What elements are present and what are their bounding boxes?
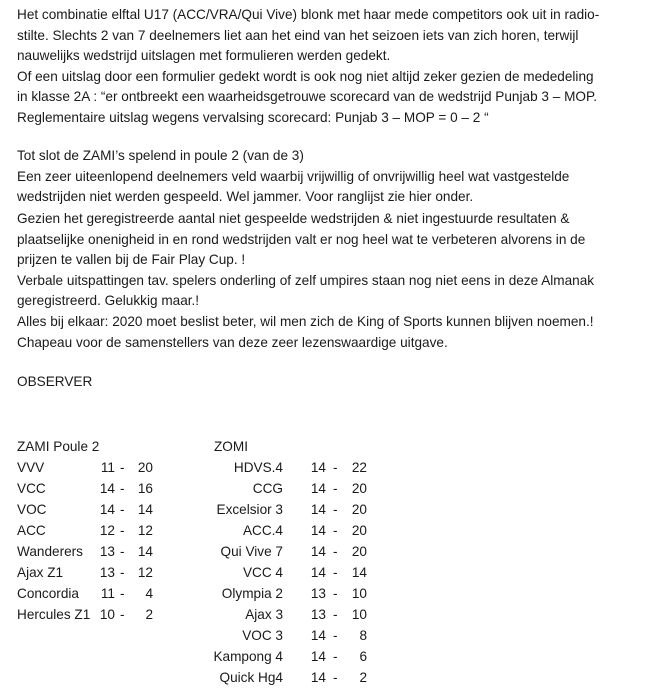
score-played: 14 [310,460,326,475]
score-separator: - [120,460,125,475]
score-separator: - [333,628,338,643]
team-name: ACC.4 [242,523,283,538]
score-played: 14 [310,544,326,559]
score-points: 10 [351,607,367,622]
score-points: 20 [351,544,367,559]
score-played: 13 [99,544,115,559]
paragraph-zami-intro [17,146,569,208]
text-line: plaatselijke onenigheid in en rond wedstrijden valt er nog heel wat te verbeteren alvorens in de [17,231,586,247]
text-line: wedstrijden niet werden gespeeld. Wel jammer. Voor ranglijst zie hier onder. [17,189,474,205]
text-line: Reglementaire uitslag wegens vervalsing scorecard: Punjab 3 – MOP = 0 – 2 “ [17,109,489,125]
score-separator: - [120,502,125,517]
text-line: prijzen te vallen bij de Fair Play Cup. ! [17,252,246,268]
score-played: 13 [99,565,115,580]
team-name: Concordia [17,586,79,601]
team-name: Ajax 3 [245,607,283,622]
text-line: nauwelijks wedstrijd uitslagen met formulieren werden gedekt. [17,48,391,64]
score-played: 14 [310,523,326,538]
team-name: VOC 3 [242,628,283,643]
team-name: Quick Hg4 [219,670,283,685]
score-played: 12 [99,523,115,538]
score-points: 20 [351,523,367,538]
table-row [17,541,153,562]
score-points: 10 [351,586,367,601]
score-points: 16 [137,481,153,496]
zomi-table [197,436,367,688]
score-separator: - [120,523,125,538]
text-line: Of een uitslag door een formulier gedekt wordt is ook nog niet altijd zeker gezien de mededeling [17,68,594,84]
text-line: Het combinatie elftal U17 (ACC/VRA/Qui Vive) blonk met haar mede competitors ook uit in radio- [17,7,600,22]
table-title: ZOMI [214,439,248,454]
score-separator: - [120,607,125,622]
text-line: stilte. Slechts 2 van 7 deelnemers liet aan het eind van het seizoen iets van zich horen, terwijl [17,27,579,43]
score-played: 14 [310,481,326,496]
team-name: Kampong 4 [213,649,283,664]
score-separator: - [333,586,338,601]
score-separator: - [120,586,125,601]
score-points: 14 [137,502,153,517]
score-played: 11 [100,460,115,475]
score-separator: - [333,649,338,664]
team-name: Ajax Z1 [17,565,64,580]
signature-observer: OBSERVER [17,374,93,389]
text-line: in klasse 2A : “er ontbreekt een waarheidsgetrouwe scorecard van de wedstrijd Punjab 3 – MOP. [17,89,598,105]
paragraph-fair-play [17,209,594,353]
table-row [197,604,367,625]
score-separator: - [333,460,338,475]
table-title: ZAMI Poule 2 [17,439,100,454]
table-row [197,478,367,499]
team-name: CCG [252,481,283,496]
score-separator: - [333,544,338,559]
team-name: HDVS.4 [233,460,283,475]
score-played: 10 [99,607,115,622]
score-separator: - [333,565,338,580]
score-played: 14 [310,670,326,685]
table-row [17,520,153,541]
team-name: ACC [17,523,46,538]
text-line: Een zeer uiteenlopend deelnemers veld waarbij vrijwillig of onvrijwillig heel wat vastgestelde [17,168,570,184]
score-points: 12 [137,565,153,580]
score-points: 14 [137,544,153,559]
score-separator: - [120,565,125,580]
text-line: Alles bij elkaar: 2020 moet beslist beter, wil men zich de King of Sports kunnen blijven noemen.! [17,313,594,329]
text-line: geregistreerd. Gelukkig maar.! [17,293,200,309]
team-name: VOC [17,502,47,517]
text-line: Verbale uitspattingen tav. spelers onderling of zelf umpires staan nog niet eens in deze Almanak [17,272,595,288]
text-line: Chapeau voor de samenstellers van deze zeer lezenswaardige uitgave. [17,334,448,350]
score-separator: - [333,523,338,538]
table-row [17,562,153,583]
table-row [17,457,153,478]
score-points: 14 [351,565,367,580]
score-played: 13 [310,586,326,601]
score-points: 2 [145,607,153,622]
team-name: Wanderers [17,544,83,559]
table-row [197,457,367,478]
score-points: 12 [137,523,153,538]
table-row [197,646,367,667]
team-name: Excelsior 3 [216,502,283,517]
table-row [197,667,367,688]
team-name: Olympia 2 [221,586,283,601]
score-separator: - [333,607,338,622]
paragraph-radio-silence [17,5,599,129]
table-row [197,625,367,646]
score-played: 14 [99,481,115,496]
score-played: 14 [310,649,326,664]
score-points: 20 [137,460,153,475]
score-points: 20 [351,481,367,496]
team-name: VVV [17,460,45,475]
table-row [17,583,153,604]
table-row [197,541,367,562]
text-line: Gezien het geregistreerde aantal niet gespeelde wedstrijden & niet ingestuurde resultaten & [17,211,570,226]
table-row [17,478,153,499]
zami-poule-2-table [17,436,153,625]
score-points: 8 [359,628,367,643]
score-played: 14 [310,565,326,580]
score-separator: - [120,544,125,559]
score-played: 14 [99,502,115,517]
score-points: 2 [359,670,367,685]
score-points: 20 [351,502,367,517]
table-row [197,583,367,604]
score-played: 11 [100,586,115,601]
table-row [17,604,153,625]
score-points: 4 [145,586,153,601]
team-name: VCC 4 [242,565,283,580]
team-name: Qui Vive 7 [220,544,283,559]
score-played: 13 [310,607,326,622]
score-points: 6 [359,649,367,664]
score-separator: - [120,481,125,496]
score-separator: - [333,502,338,517]
score-separator: - [333,670,338,685]
text-line: Tot slot de ZAMI’s spelend in poule 2 (van de 3) [17,148,304,163]
score-played: 14 [310,502,326,517]
score-played: 14 [310,628,326,643]
table-row [197,499,367,520]
score-separator: - [333,481,338,496]
team-name: Hercules Z1 [17,607,91,622]
table-row [197,562,367,583]
team-name: VCC [17,481,46,496]
table-row [17,499,153,520]
score-points: 22 [351,460,367,475]
table-row [197,520,367,541]
